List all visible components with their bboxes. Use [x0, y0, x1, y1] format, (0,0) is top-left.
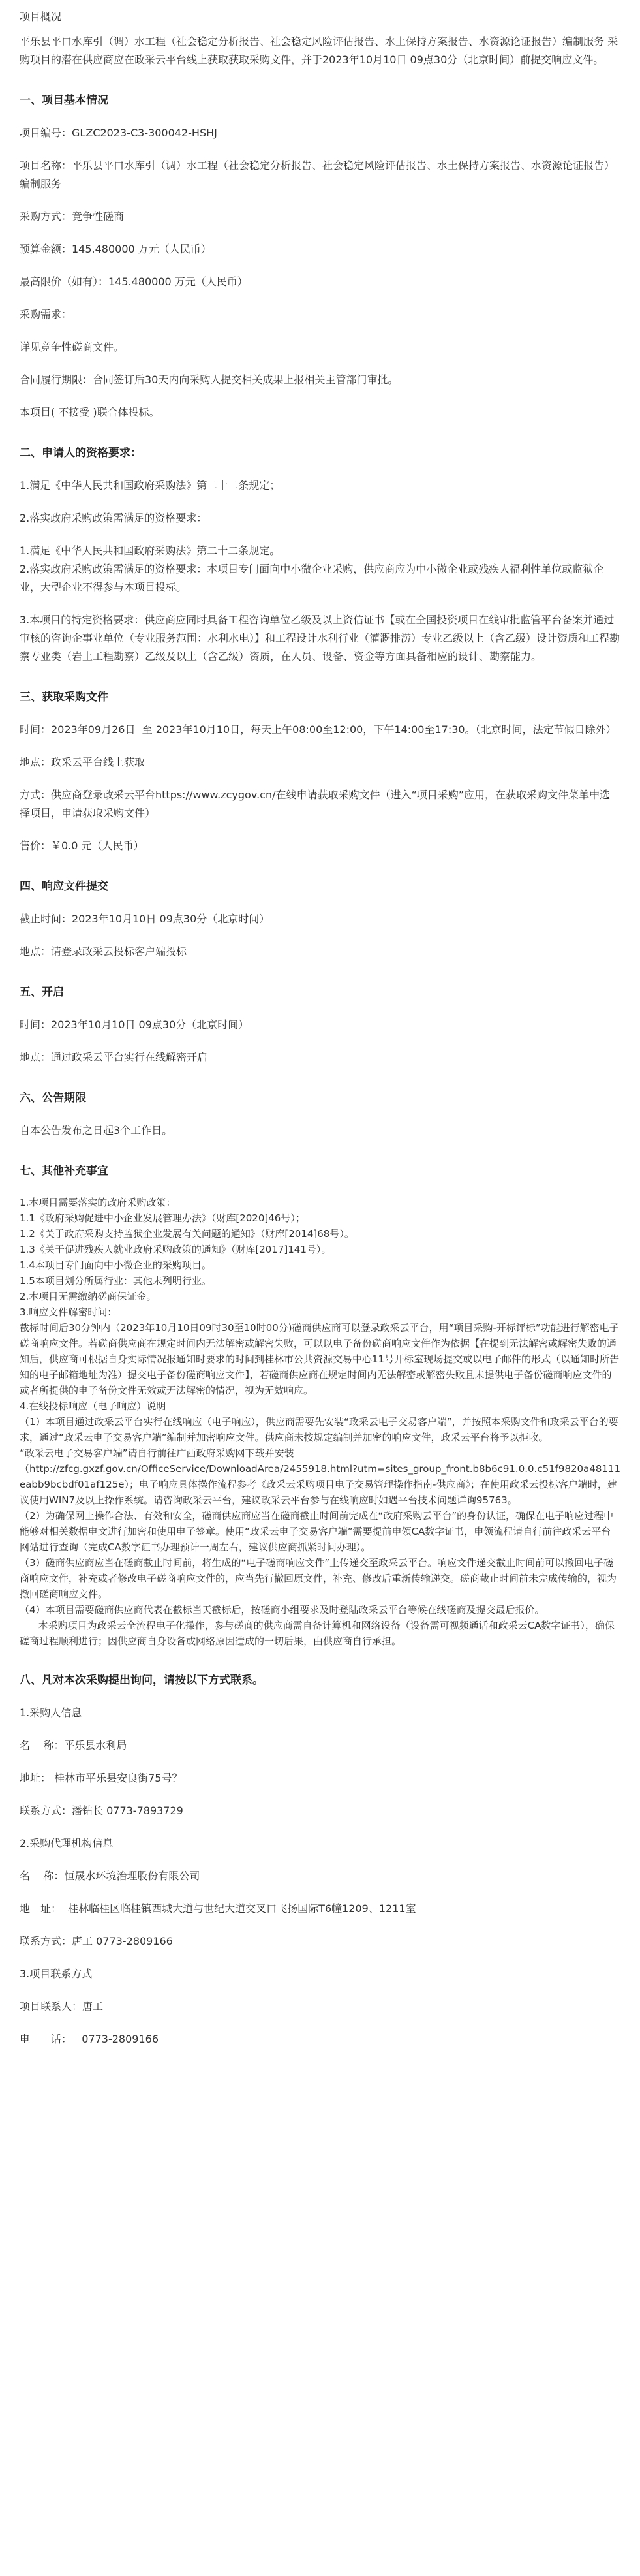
opening-place: 地点：通过政采云平台实行在线解密开启 — [20, 1051, 208, 1063]
obtain-place: 地点：政采云平台线上获取 — [20, 756, 145, 768]
obtain-method: 方式：供应商登录政采云平台https://www.zcygov.cn/在线申请获取采购文件（进入“项目采购”应用，在获取采购文件菜单中选择项目，申请获取采购文件） — [20, 789, 611, 819]
supplementary-text: 1.本项目需要落实的政府采购政策： 1.1《政府采购促进中小企业发展管理办法》（财库[2020]46号）； 1.2《关于政府采购支持监狱企业发展有关问题的通知》（财库[2014]68号）。 1.3《关于促进残疾人就业政府采购政策的通知》（财库[2017]141号）。 1.4本项目专门面向中小微企业的采购项目。 1.5本项目划分所属行业：其他未列明行业。 2.本项目无需缴纳磋商保证金。 3.响应文件解密时间： 截标时间后30分钟内（2023年10月10日09时30至10时00分)磋商供应商可以登录政采云平台，用“项目采购-开标评标”功能进行解密电子磋商响应文件。若磋商供应商在规定时间内无法解密或解密失败，可以以电子备份磋商响应文件作为依据【在提到无法解密或解密失败的通知后，供应商可根据自身实际情况报通知时要求的时间到桂林市公共资源交易中心11号开标室现场提交或以电子邮件的形式（以通知时所告知的电子邮箱地址为准）提交电子备份磋商响应文件】，若磋商供应商在规定时间内无法解密或解密失败且未提供电子备份磋商响应文件的或者所提供的电子备份文件无效或无法解密的情况，视为无效响应。 4.在线投标响应（电子响应）说明 （1）本项目通过政采云平台实行在线响应（电子响应），供应商需要先安装“政采云电子交易客户端”，并按照本采购文件和政采云平台的要求，通过“政采云电子交易客户端”编制并加密响应文件。供应商未按规定编制并加密的响应文件，政采云平台将予以拒收。 “政采云电子交易客户端”请自行前往广西政府采购网下载并安装 （http://zfcg.gxzf.gov.cn/OfficeService/DownloadArea/2455918.html?utm=sites_group_front.b8b6c91.0.0.c51f9820a48111eabb9bcbdf01af125e）；电子响应具体操作流程参考《政采云采购项目电子交易管理操作指南-供应商》；在使用政采云投标客户端时，建议使用WIN7及以上操作系统。请咨询政采云平台，建议政采云平台参与在线响应时如遇平台技术问题详询95763。 （2）为确保网上操作合法、有效和安全，磋商供应商应当在磋商截止时间前完成在“政府采购云平台”的身份认证，确保在电子响应过程中能够对相关数据电文进行加密和使用电子签章。使用“政采云电子交易客户端”需要提前申领CA数字证书，申领流程请自行前往政采云平台网站进行查询（完成CA数字证书办理预计一周左右，建议供应商抓紧时间办理）。 （3）磋商供应商应当在磋商截止时间前，将生成的“电子磋商响应文件”上传递交至政采云平台。响应文件递交截止时间前可以撤回电子磋商响应文件，补充或者修改电子磋商响应文件的，应当先行撤回原文件，补充、修改后重新传输递交。磋商截止时间前未完成传输的，视为撤回磋商响应文件。 （4）本项目需要磋商供应商代表在截标当天截标后，按磋商小组要求及时登陆政采云平台等候在线磋商及提交最后报价。 本采购项目为政采云全流程电子化操作，参与磋商的供应商需自备计算机和网络设备（设备需可视频通话和政采云CA数字证书），确保磋商过程顺利进行；因供应商自身设备或网络原因造成的一切后果，由供应商自行承担。 — [20, 1197, 621, 1647]
purchaser-contact: 联系方式：潘钻长 0773-7893729 — [20, 1804, 183, 1817]
section-1-heading: 一、项目基本情况 — [20, 94, 108, 107]
qualification-item-3: 3.本项目的特定资格要求：供应商应同时具备工程咨询单位乙级及以上资信证书【或在全国投资项目在线审批监管平台备案并通过审核的咨询企事业单位（专业服务范围：水利水电）】和工程设计水利行业（灌溉排涝）专业乙级以上（含乙级）设计资质和工程勘察专业类（岩土工程勘察）乙级及以上（含乙级）资质，在人员、设备、资金等方面具备相应的设计、勘察能力。 — [20, 614, 620, 663]
purchaser-name: 名 称：平乐县水利局 — [20, 1739, 127, 1751]
section-5-heading: 五、开启 — [20, 986, 64, 999]
demand-text: 详见竞争性磋商文件。 — [20, 341, 125, 353]
opening-time: 时间：2023年10月10日 09点30分（北京时间） — [20, 1018, 249, 1031]
notice-period: 自本公告发布之日起3个工作日。 — [20, 1124, 173, 1137]
submission-place: 地点：请登录政采云投标客户端投标 — [20, 945, 187, 958]
qualification-item-2-text: 1.满足《中华人民共和国政府采购法》第二十二条规定。 2.落实政府采购政策需满足的资格要求：本项目专门面向中小微企业采购，供应商应为中小微企业或残疾人福利性单位或监狱企业，大型企业不得参与本项目投标。 — [20, 544, 604, 593]
demand-label: 采购需求： — [20, 308, 72, 321]
document-price: 售价：￥0.0 元（人民币） — [20, 840, 144, 852]
section-2-heading: 二、申请人的资格要求： — [20, 447, 142, 460]
section-8-heading: 八、凡对本次采购提出询问，请按以下方式联系。 — [20, 1674, 264, 1687]
project-contact-person: 项目联系人：唐工 — [20, 2000, 104, 2013]
agency-name: 名 称：恒晟水环境治理股份有限公司 — [20, 1870, 200, 1882]
purchaser-address: 地址： 桂林市平乐县安良街75号？ — [20, 1772, 183, 1784]
section-7-heading: 七、其他补充事宜 — [20, 1165, 108, 1178]
project-contact-phone: 电 话： 0773-2809166 — [20, 2033, 159, 2045]
agency-contact: 联系方式：唐工 0773-2809166 — [20, 1935, 173, 1947]
submission-deadline: 截止时间：2023年10月10日 09点30分（北京时间） — [20, 913, 270, 925]
consortium-note: 本项目( 不接受 )联合体投标。 — [20, 406, 160, 418]
project-number: 项目编号：GLZC2023-C3-300042-HSHJ — [20, 127, 217, 139]
obtain-time: 时间：2023年09月26日 至 2023年10月10日，每天上午08:00至12:00，下午14:00至17:30。（北京时间，法定节假日除外） — [20, 723, 617, 736]
overview-text: 平乐县平口水库引（调）水工程（社会稳定分析报告、社会稳定风险评估报告、水土保持方案报告、水资源论证报告）编制服务 采购项目的潜在供应商应在政采云平台线上获取获取采购文件，并于2023年10月10日 09点30分（北京时间）前提交响应文件。 — [20, 35, 618, 66]
agency-address: 地 址： 桂林临桂区临桂镇西城大道与世纪大道交叉口飞扬国际T6幢1209、1211室 — [20, 1902, 416, 1915]
section-4-heading: 四、响应文件提交 — [20, 880, 108, 893]
project-name: 项目名称：平乐县平口水库引（调）水工程（社会稳定分析报告、社会稳定风险评估报告、水土保持方案报告、水资源论证报告）编制服务 — [20, 159, 615, 190]
section-6-heading: 六、公告期限 — [20, 1092, 86, 1105]
overview-heading: 项目概况 — [20, 10, 62, 23]
contract-period: 合同履行期限：合同签订后30天内向采购人提交相关成果上报相关主管部门审批。 — [20, 373, 399, 386]
max-price: 最高限价（如有）：145.480000 万元（人民币） — [20, 275, 248, 288]
project-contact-title: 3.项目联系方式 — [20, 1968, 93, 1980]
agency-title: 2.采购代理机构信息 — [20, 1837, 114, 1849]
qualification-item-2: 2.落实政府采购政策需满足的资格要求： — [20, 512, 207, 524]
section-3-heading: 三、获取采购文件 — [20, 691, 108, 704]
purchaser-title: 1.采购人信息 — [20, 1706, 82, 1719]
procurement-method: 采购方式：竞争性磋商 — [20, 210, 125, 223]
budget-amount: 预算金额：145.480000 万元（人民币） — [20, 243, 211, 255]
qualification-item-1: 1.满足《中华人民共和国政府采购法》第二十二条规定； — [20, 479, 281, 492]
